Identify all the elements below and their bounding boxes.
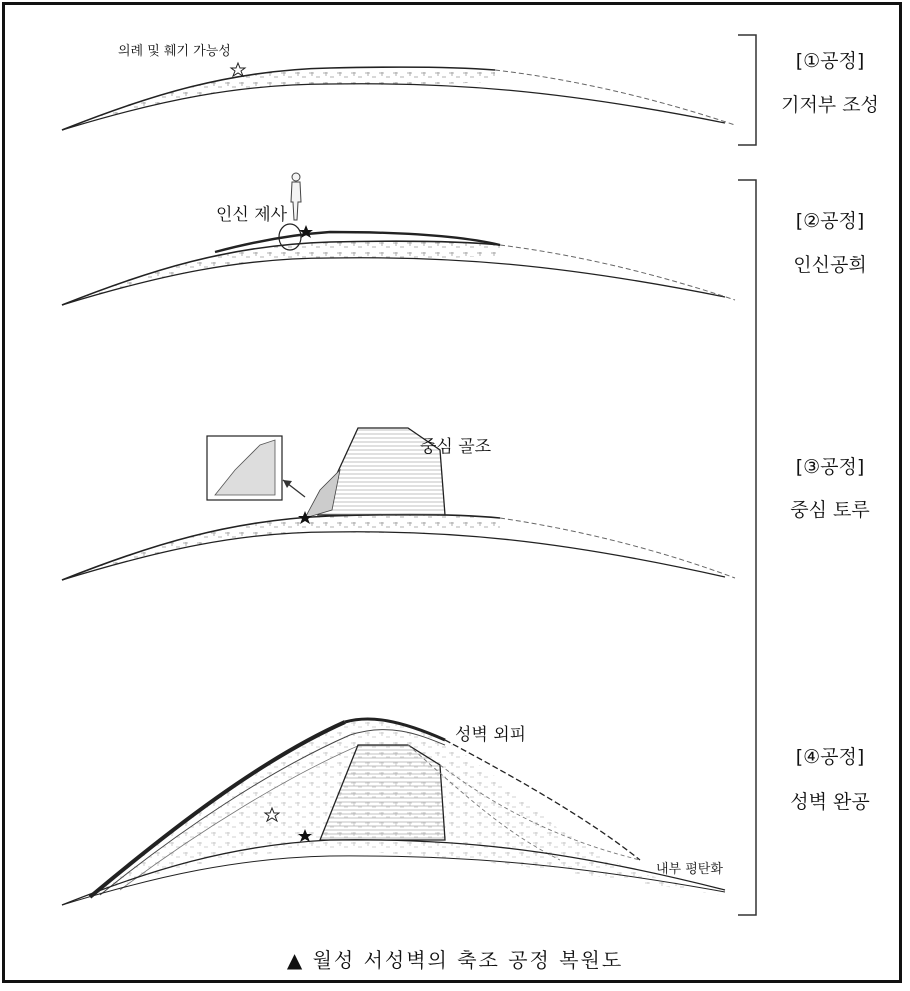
annotation-inner-leveling: 내부 평탄화 <box>656 862 723 877</box>
figure-caption <box>0 944 910 973</box>
caption-text: 월성 서성벽의 축조 공정 복원도 <box>312 948 624 972</box>
annotation-human-sacrifice: 인신 제사 <box>216 205 288 225</box>
star-outline-icon <box>231 63 245 76</box>
stage-3-profile <box>62 428 735 580</box>
stage-3-step: [③공정] <box>795 456 865 478</box>
stage-2-step: [②공정] <box>795 210 865 232</box>
stage-2-profile <box>62 173 735 305</box>
stage-4-profile <box>62 718 725 905</box>
stage-1-step: [①공정] <box>795 50 865 72</box>
stage-2-name: 인신공희 <box>793 254 867 276</box>
bracket-stage-1 <box>738 35 756 145</box>
annotation-ritual-possibility: 의례 및 훼기 가능성 <box>118 44 231 59</box>
stage-1-profile <box>62 63 735 130</box>
annotation-outer-wall: 성벽 외피 <box>455 725 527 745</box>
bracket-stages-2-4 <box>738 180 756 915</box>
human-figure-icon <box>291 173 301 220</box>
annotation-core-frame: 중심 골조 <box>420 437 492 457</box>
stage-1-name: 기저부 조성 <box>781 94 879 116</box>
triangle-icon: ▲ <box>286 948 305 972</box>
stage-4-name: 성벽 완공 <box>790 791 870 813</box>
stage-3-name: 중심 토루 <box>790 499 870 521</box>
stage-4-step: [④공정] <box>795 746 865 768</box>
